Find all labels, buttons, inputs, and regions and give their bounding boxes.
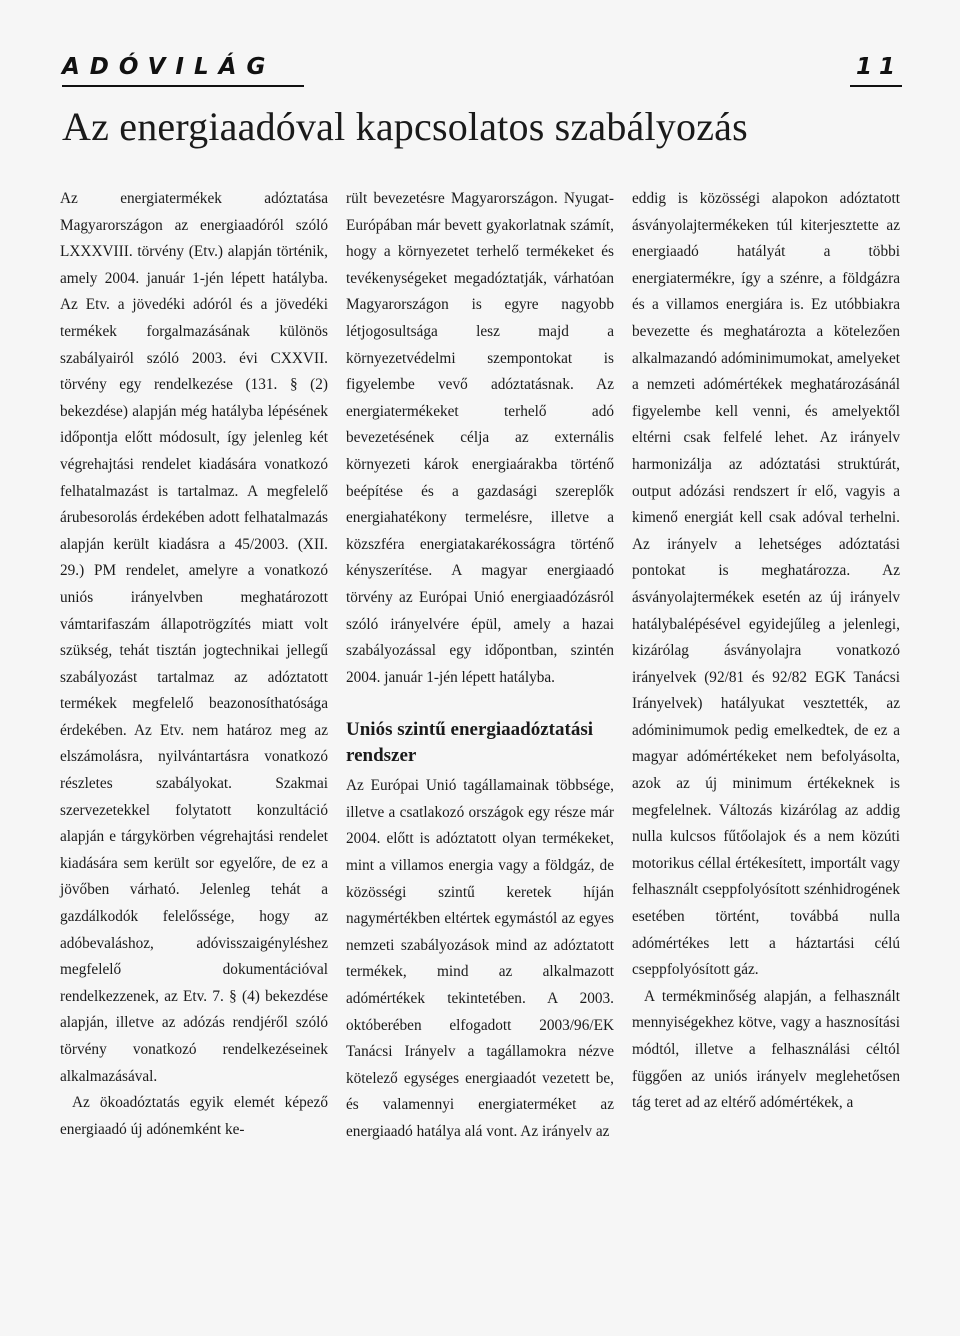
paragraph: Az energiatermékek adóztatása Magyarországon az energiaadóról szóló LXXXVIII. törvény (Etv.) alapján történik, amely 2004. január 1-jén lépett hatályba. Az Etv. a jövedéki adóról és a jövedéki termékek forgalmazásának különös szabályairól szóló 2003. évi CXXVII. törvény egy rendelkezése (131. § (2) bekezdése) alapján még hatályba lépésének időpontja előtt módosult, így jelenleg két végrehajtási rendelet kiadására vonatkozó felhatalmazást is tartalmaz. A megfelelő árubesorolás érdekében adott felhatalmazás alapján került kiadásra a 45/2003. (XII. 29.) PM rendelet, amelyre a vonatkozó uniós irányelvben meghatározott vámtarifaszám állapotrögzítés miatt volt szükség, tehát tisztán jogtechnikai jellegű szabályozást tartalmaz az adóztatott termékek megfelelő beazonosíthatósága érdekében. Az Etv. nem határoz meg az elszámolásra, nyilvántartásra vonatkozó részletes szabályokat. Szakmai szervezetekkel folytatott konzultáció alapján e tárgykörben végrehajtási rendelet kiadására sem került sor egyelőre, de ez a jövőben várható. Jelenleg tehát a gazdálkodók felelőssége, hogy az adóbevaláshoz, adóvisszaigényléshez megfelelő dokumentációval rendelkezzenek, az Etv. 7. § (4) bekezdése alapján, illetve az adózás rendjéről szóló törvény vonatkozó rendelkezéseinek alkalmazásával. [60, 190, 328, 1085]
page-header [62, 48, 902, 90]
header-rule-right [850, 85, 902, 87]
article-column-2 [346, 186, 614, 1146]
paragraph: Az ökoadóztatás egyik elemét képező energiaadó új adónemként ke- [60, 1094, 328, 1138]
article-column-1 [60, 186, 328, 1143]
page-number: 11 [855, 54, 902, 80]
paragraph: Az Európai Unió tagállamainak többsége, illetve a csatlakozó országok egy része már 2004. előtt is adóztatott olyan termékeket, mint a villamos energia vagy a földgáz, de közösségi szintű keretek híján nagymértékben eltértek egymástól az egyes nemzeti szabályozások mind az adóztatott termékek, mind az alkalmazott adómértékek tekintetében. A 2003. októberében elfogadott 2003/96/EK Tanácsi Irányelv a tagállamokra nézve kötelező egységes energiaadót vezetett be, és valamennyi energiaterméket az energiaadó hatálya alá vont. Az irányelv az [346, 777, 614, 1140]
article-column-3 [632, 186, 900, 1117]
paragraph: A termékminőség alapján, a felhasznált mennyiségekhez kötve, vagy a hasznosítási módtól, illetve a felhasználási céltól függően az uniós irányelv meglehetősen tág teret ad az eltérő adómértékek, a [632, 987, 900, 1112]
header-rule-left [62, 85, 304, 87]
paragraph: eddig is közösségi alapokon adóztatott ásványolajtermékeken túl kiterjesztette az energiaadó hatályát a többi energiatermékre, így a szénre, a földgázra és a villamos energiára is. Ez utóbbiakra bevezette és meghatározta a kötelezően alkalmazandó adóminimumokat, amelyeket a nemzeti adómértékek meghatározásánál figyelembe kell venni, és amelyektől eltérni csak felfelé lehet. Az irányelv harmonizálja az adóztatási struktúrát, output adózási rendszert ír elő, vagyis a kimenő energiát kell csak adóval terhelni. Az irányelv a lehetséges adóztatási pontokat is meghatározza. Az ásványolajtermékek esetén az új irányelv hatálybalépésével egyidejűleg a jelenlegi, kizárólag ásványolajra vonatkozó irányelvek (92/81 és 92/82 EGK Tanácsi Irányelvek) hatályukat vesztették, az adóminimumok pedig emelkedtek, de ez a magyar adómértékeket nem befolyásolta, azok az új minimum értékeknek is megfelelnek. Változás kizárólag az addig nulla kulcsos fűtőolajok és a nem közúti motorikus céllal értékesített, importált vagy felhasznált cseppfolyósított szénhidrogének esetében történt, továbbá nulla adómértékes lett a háztartási célú cseppfolyósított gáz. [632, 190, 900, 979]
section-subheading: Uniós szintű energiaadóztatási rendszer [346, 719, 593, 767]
paragraph: rült bevezetésre Magyarországon. Nyugat-Európában már bevett gyakorlatnak számít, hogy a környezetet terhelő termékeket és tevékenységeket megadóztatják, várhatóan Magyarországon is egyre nagyobb létjogosultsága lesz majd a környezetvédelmi szempontokat is figyelembe vevő adóztatásnak. Az energiatermékeket terhelő adó bevezetésének célja az externális környezeti károk energiaárakba történő beépítése és a gazdasági szereplők energiahatékony termelésre, illetve a közszféra energiatakarékosságra történő kényszerítése. A magyar energiaadó törvény az Európai Unió energiaadózásról szóló irányelvére épül, amely a hazai szabályozással egy időpontban, szintén 2004. január 1-jén lépett hatályba. [346, 190, 614, 686]
article-title: Az energiaadóval kapcsolatos szabályozás [62, 104, 748, 149]
section-label: ADÓVILÁG [62, 54, 276, 80]
